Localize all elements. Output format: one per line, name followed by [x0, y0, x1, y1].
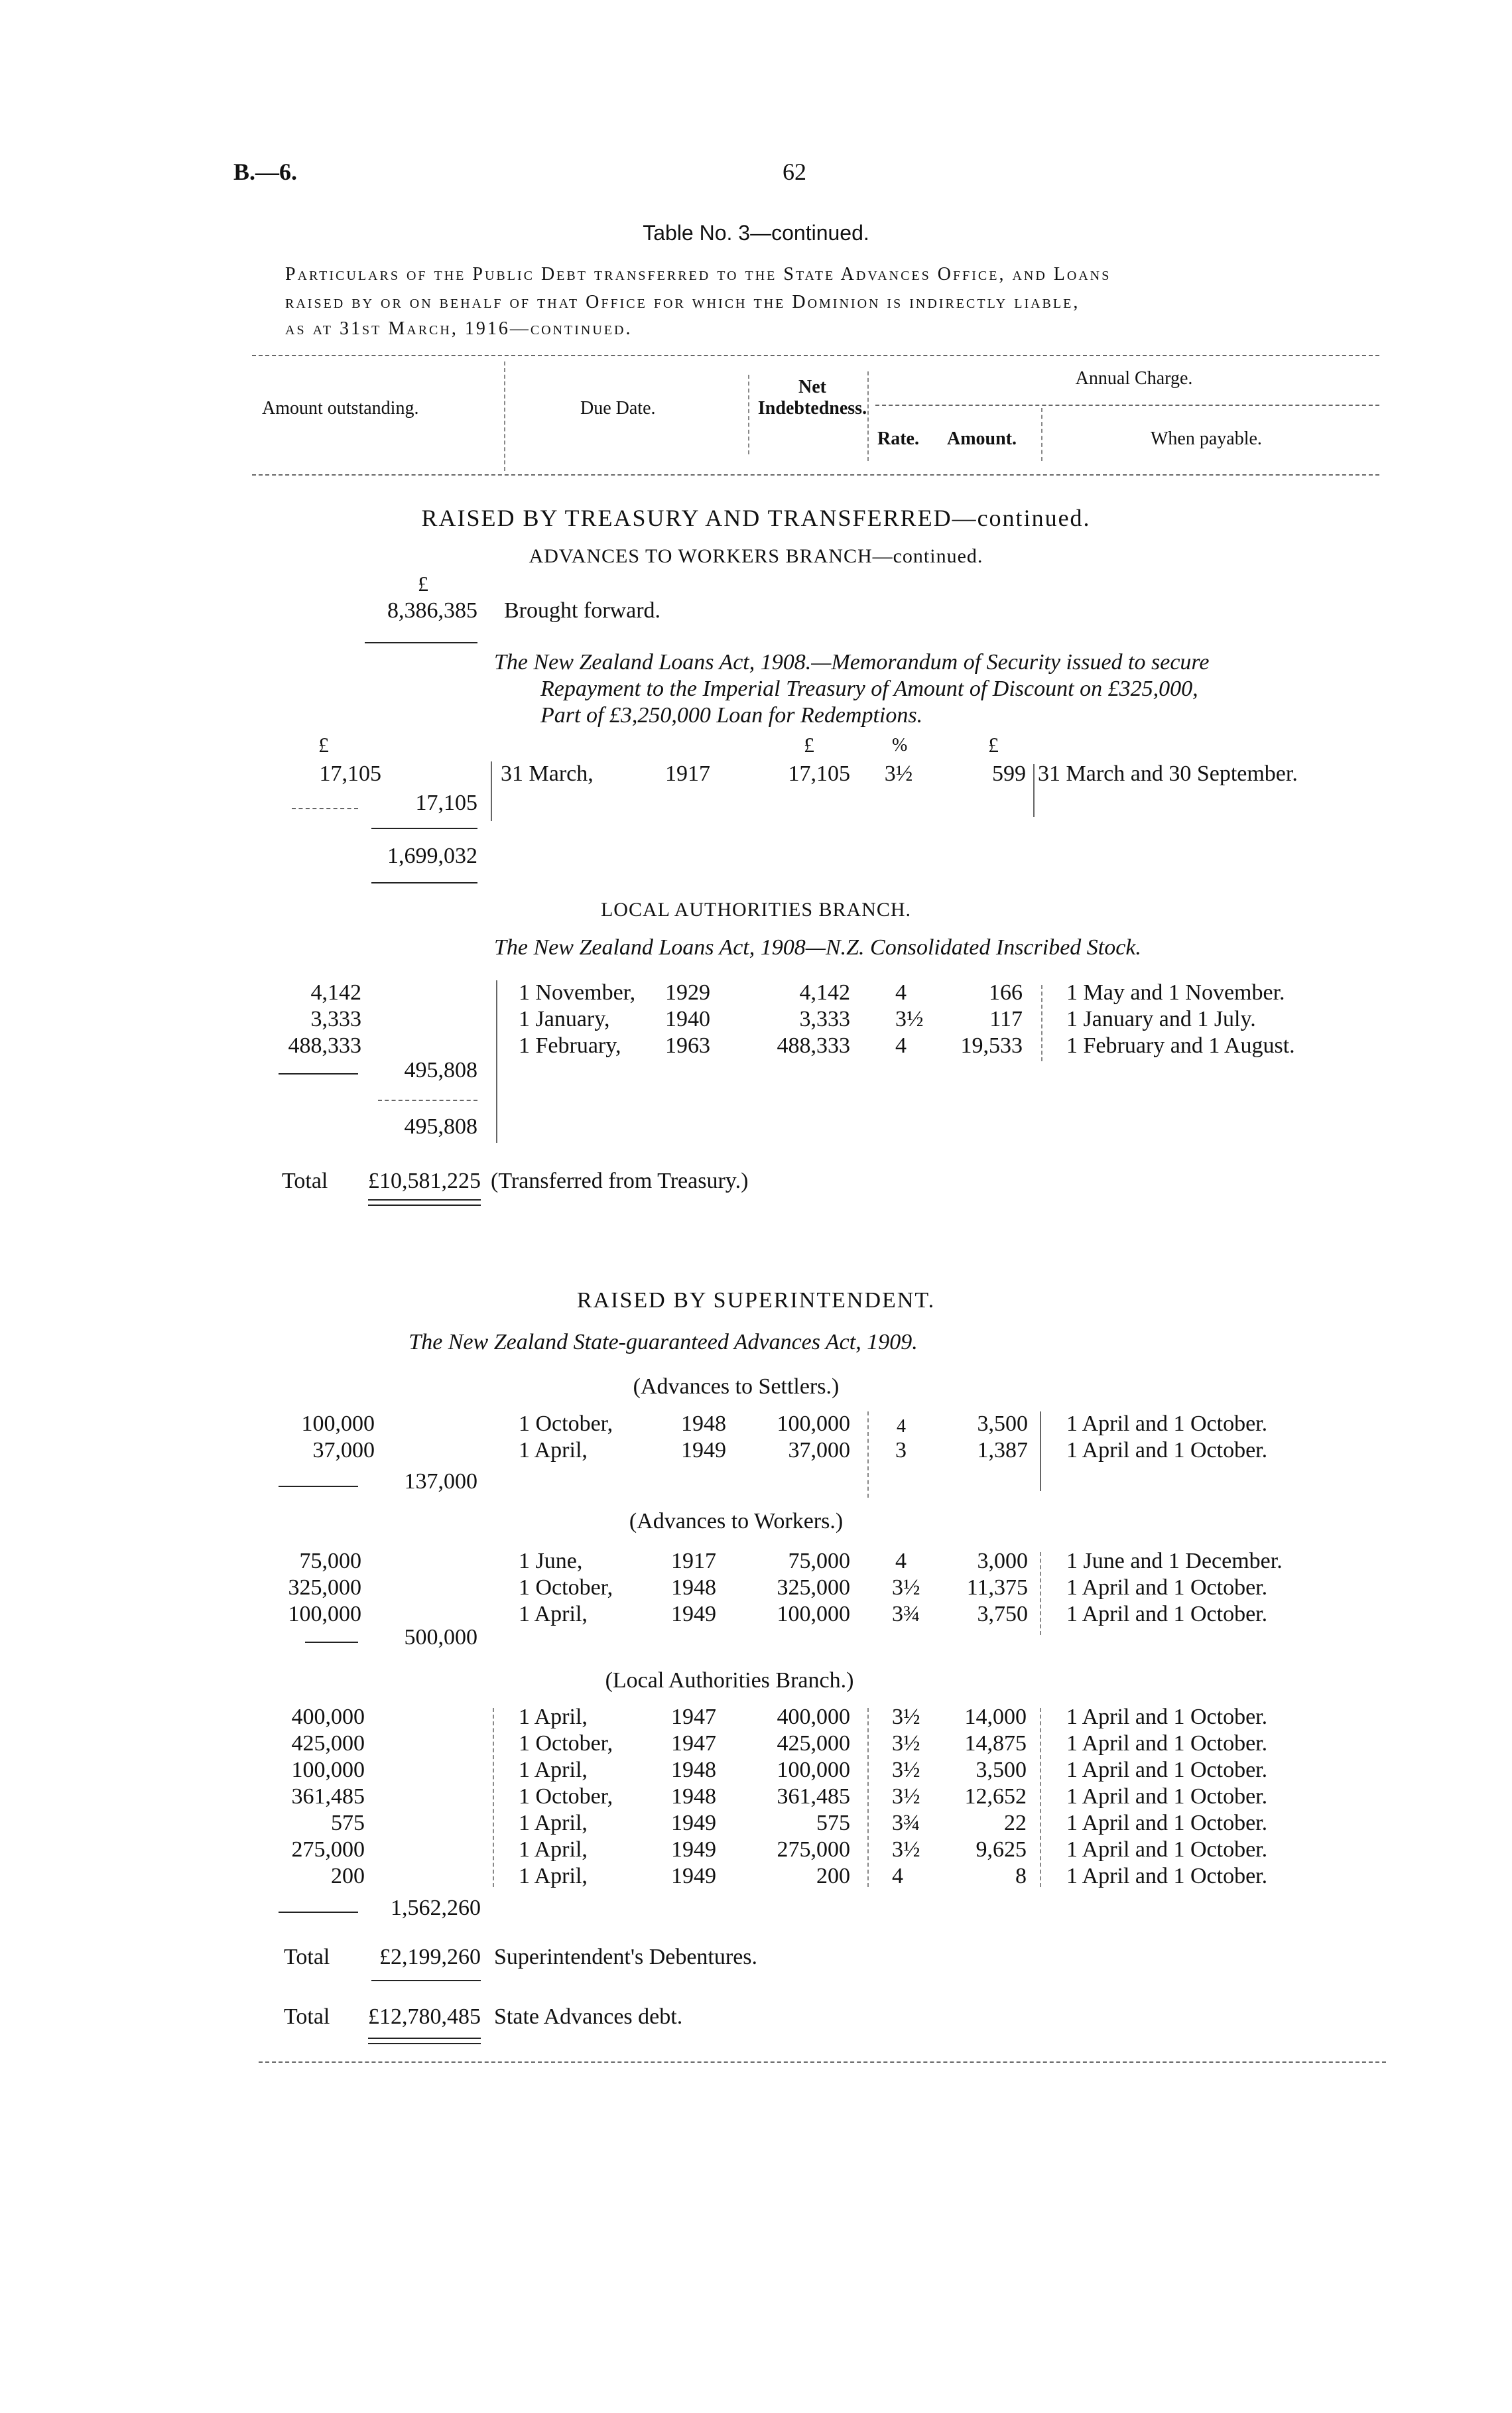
rule	[371, 1980, 481, 1981]
due-year: 1949	[671, 1811, 716, 1835]
charge-amount: 11,375	[966, 1575, 1028, 1600]
due-day: 1 October,	[519, 1784, 613, 1809]
due-year: 1949	[671, 1602, 716, 1626]
due-day: 1 November,	[519, 980, 636, 1005]
due-year: 1929	[665, 980, 710, 1005]
due-year: 1940	[665, 1007, 710, 1031]
workers-heading: (Advances to Workers.)	[629, 1509, 844, 1533]
when-payable: 1 April and 1 October.	[1066, 1758, 1268, 1782]
due-day: 1 April,	[519, 1438, 588, 1463]
rate: 3½	[892, 1731, 920, 1756]
total-note: State Advances debt.	[494, 2004, 683, 2029]
charge-amount: 3,750	[977, 1602, 1028, 1626]
amount-outstanding: 575	[331, 1811, 365, 1835]
amount-outstanding: 4,142	[310, 980, 361, 1005]
col-amount: Amount.	[947, 428, 1017, 449]
due-year: 1949	[681, 1438, 726, 1463]
rate: 4	[892, 1864, 903, 1888]
rate: 3½	[895, 1007, 924, 1031]
charge-amount: 22	[1004, 1811, 1027, 1835]
dash-rule	[279, 1912, 358, 1913]
due-year: 1917	[665, 761, 710, 786]
double-rule	[368, 1205, 481, 1206]
rate: 4	[895, 1549, 907, 1573]
amount-outstanding: 200	[331, 1864, 365, 1888]
total-label: Total	[284, 1945, 330, 1969]
charge-amount: 1,387	[977, 1438, 1028, 1463]
column-rule	[1040, 1708, 1041, 1887]
rate: 4	[895, 1033, 907, 1058]
act-text-line-3: Part of £3,250,000 Loan for Redemptions.	[540, 703, 923, 728]
amount-outstanding: 325,000	[288, 1575, 361, 1600]
bottom-rule	[259, 2061, 1386, 2063]
when-payable: 1 April and 1 October.	[1066, 1575, 1268, 1600]
rule	[371, 828, 477, 829]
due-day: 1 October,	[519, 1575, 613, 1600]
total-note: Superintendent's Debentures.	[494, 1945, 758, 1969]
amount-outstanding: 488,333	[288, 1033, 361, 1058]
brought-forward-label: Brought forward.	[504, 598, 661, 623]
rate: 3½	[892, 1705, 920, 1729]
charge-amount: 19,533	[960, 1033, 1023, 1058]
net-indebtedness: 361,485	[777, 1784, 850, 1809]
header-divider	[867, 371, 869, 461]
total-note: (Transferred from Treasury.)	[491, 1169, 749, 1193]
net-indebtedness: 275,000	[777, 1837, 850, 1862]
charge-amount: 117	[989, 1007, 1023, 1031]
rate: 3½	[884, 761, 913, 786]
rate: 4	[897, 1416, 906, 1437]
net-indebtedness: 400,000	[777, 1705, 850, 1729]
amount-outstanding: 100,000	[288, 1602, 361, 1626]
due-year: 1963	[665, 1033, 710, 1058]
due-year: 1917	[671, 1549, 716, 1573]
brought-forward-amount: 8,386,385	[387, 598, 477, 623]
when-payable: 1 April and 1 October.	[1066, 1731, 1268, 1756]
when-payable: 1 January and 1 July.	[1066, 1007, 1256, 1031]
when-payable: 1 February and 1 August.	[1066, 1033, 1295, 1058]
net-indebtedness: 200	[816, 1864, 850, 1888]
rate: 3½	[892, 1758, 920, 1782]
amount-outstanding: 37,000	[312, 1438, 375, 1463]
due-day: 31 March,	[501, 761, 594, 786]
column-rule	[491, 761, 492, 821]
charge-amount: 8	[1015, 1864, 1027, 1888]
column-rule	[867, 1411, 869, 1498]
dash-rule	[292, 808, 358, 809]
rule	[378, 1100, 477, 1101]
amount-outstanding: 3,333	[310, 1007, 361, 1031]
subtitle-line-3: as at 31st March, 1916—continued.	[285, 318, 633, 339]
net-indebtedness: 100,000	[777, 1602, 850, 1626]
rate: 3¾	[892, 1602, 920, 1626]
charge-amount: 599	[992, 761, 1026, 786]
charge-amount: 12,652	[964, 1784, 1027, 1809]
when-payable: 1 April and 1 October.	[1066, 1811, 1268, 1835]
due-year: 1948	[671, 1575, 716, 1600]
column-rule	[1033, 764, 1035, 817]
when-payable: 1 April and 1 October.	[1066, 1784, 1268, 1809]
due-year: 1947	[671, 1731, 716, 1756]
pound-sign: £	[988, 733, 999, 757]
subtitle-line-2: raised by or on behalf of that Office for which the Dominion is indirectly liable,	[285, 292, 1080, 312]
due-year: 1949	[671, 1864, 716, 1888]
column-rule	[1040, 1552, 1041, 1635]
col-due-date: Due Date.	[580, 398, 656, 419]
charge-amount: 9,625	[976, 1837, 1027, 1862]
col-annual-charge: Annual Charge.	[1075, 368, 1193, 389]
local-authorities-heading: (Local Authorities Branch.)	[605, 1668, 854, 1693]
amount-outstanding: 425,000	[291, 1731, 365, 1756]
net-indebtedness: 37,000	[788, 1438, 850, 1463]
due-day: 1 January,	[519, 1007, 610, 1031]
amount-outstanding: 275,000	[291, 1837, 365, 1862]
net-indebtedness: 425,000	[777, 1731, 850, 1756]
when-payable: 1 April and 1 October.	[1066, 1411, 1268, 1436]
settlers-heading: (Advances to Settlers.)	[633, 1374, 840, 1399]
col-when-payable: When payable.	[1151, 428, 1262, 449]
due-day: 1 April,	[519, 1705, 588, 1729]
pound-sign: £	[318, 733, 329, 757]
when-payable: 1 April and 1 October.	[1066, 1705, 1268, 1729]
col-amount-outstanding: Amount outstanding.	[262, 398, 419, 419]
col-net-indebtedness: Net Indebtedness.	[757, 377, 867, 419]
rate: 3½	[892, 1575, 920, 1600]
net-indebtedness: 75,000	[788, 1549, 850, 1573]
charge-amount: 14,875	[964, 1731, 1027, 1756]
when-payable: 1 April and 1 October.	[1066, 1864, 1268, 1888]
subtotal-amount: 1,699,032	[387, 844, 477, 868]
charge-amount: 3,500	[977, 1411, 1028, 1436]
due-year: 1948	[681, 1411, 726, 1436]
when-payable: 1 April and 1 October.	[1066, 1438, 1268, 1463]
net-indebtedness: 17,105	[788, 761, 850, 786]
column-rule	[867, 1708, 869, 1887]
amount-outstanding: 100,000	[301, 1411, 375, 1436]
percent-sign: %	[892, 735, 908, 755]
subtotal-amount: 137,000	[404, 1469, 477, 1494]
due-day: 1 October,	[519, 1411, 613, 1436]
total-amount: £10,581,225	[368, 1169, 481, 1193]
when-payable: 1 April and 1 October.	[1066, 1602, 1268, 1626]
net-indebtedness: 488,333	[777, 1033, 850, 1058]
column-rule	[493, 1708, 494, 1887]
net-indebtedness: 100,000	[777, 1411, 850, 1436]
column-rule	[1040, 1411, 1041, 1491]
amount-outstanding: 400,000	[291, 1705, 365, 1729]
amount-outstanding: 75,000	[299, 1549, 361, 1573]
section-title-treasury: RAISED BY TREASURY AND TRANSFERRED—continued.	[421, 505, 1091, 531]
due-day: 1 April,	[519, 1837, 588, 1862]
dash-rule	[305, 1642, 358, 1643]
when-payable: 1 May and 1 November.	[1066, 980, 1285, 1005]
charge-amount: 166	[989, 980, 1023, 1005]
local-act-text: The New Zealand Loans Act, 1908—N.Z. Consolidated Inscribed Stock.	[494, 935, 1141, 960]
subtotal-amount: 500,000	[404, 1625, 477, 1650]
subtotal-amount: 495,808	[404, 1058, 477, 1082]
act-text-line-2: Repayment to the Imperial Treasury of Amount of Discount on £325,000,	[540, 677, 1198, 701]
net-indebtedness: 325,000	[777, 1575, 850, 1600]
rate: 3	[895, 1438, 907, 1463]
double-rule	[368, 1199, 481, 1201]
subtotal-amount: 17,105	[415, 791, 477, 815]
header-bottom-rule	[252, 474, 1379, 476]
when-payable: 1 June and 1 December.	[1066, 1549, 1283, 1573]
rate: 3¾	[892, 1811, 920, 1835]
annual-charge-rule	[875, 405, 1379, 406]
due-day: 1 April,	[519, 1864, 588, 1888]
due-day: 1 October,	[519, 1731, 613, 1756]
page-number: 62	[783, 159, 806, 185]
net-indebtedness: 575	[816, 1811, 850, 1835]
subtotal-amount: 1,562,260	[391, 1896, 481, 1920]
act-text-line-1: The New Zealand Loans Act, 1908.—Memorandum of Security issued to secure	[494, 650, 1210, 675]
header-top-rule	[252, 355, 1379, 356]
superintendent-act-text: The New Zealand State-guaranteed Advances Act, 1909.	[409, 1330, 918, 1354]
double-rule	[368, 2043, 481, 2044]
table-title: Table No. 3—continued.	[643, 221, 869, 245]
net-indebtedness: 4,142	[799, 980, 850, 1005]
pound-sign: £	[418, 572, 428, 596]
amount-outstanding: 361,485	[291, 1784, 365, 1809]
total-label: Total	[282, 1169, 328, 1193]
when-payable: 31 March and 30 September.	[1038, 761, 1298, 786]
total-label: Total	[284, 2004, 330, 2029]
section-title-superintendent: RAISED BY SUPERINTENDENT.	[576, 1288, 936, 1313]
due-year: 1948	[671, 1758, 716, 1782]
charge-amount: 3,500	[976, 1758, 1027, 1782]
due-year: 1949	[671, 1837, 716, 1862]
due-day: 1 February,	[519, 1033, 621, 1058]
workers-branch-heading: ADVANCES TO WORKERS BRANCH—continued.	[529, 545, 983, 567]
dash-rule	[279, 1073, 358, 1075]
due-day: 1 April,	[519, 1811, 588, 1835]
col-rate: Rate.	[877, 428, 919, 449]
header-divider	[1041, 408, 1042, 461]
header-divider	[504, 361, 505, 471]
subtitle-line-1: Particulars of the Public Debt transferred to the State Advances Office, and Loans	[285, 264, 1111, 285]
amount-outstanding: 17,105	[319, 761, 381, 786]
dash-rule	[279, 1486, 358, 1487]
column-rule	[1041, 985, 1042, 1061]
when-payable: 1 April and 1 October.	[1066, 1837, 1268, 1862]
rule	[371, 882, 477, 883]
net-indebtedness: 100,000	[777, 1758, 850, 1782]
charge-amount: 14,000	[964, 1705, 1027, 1729]
due-day: 1 June,	[519, 1549, 583, 1573]
local-authorities-heading: LOCAL AUTHORITIES BRANCH.	[600, 899, 912, 921]
rate: 3½	[892, 1784, 920, 1809]
column-rule	[496, 980, 497, 1143]
document-id: B.—6.	[233, 159, 298, 185]
total-amount: £2,199,260	[379, 1945, 481, 1969]
double-rule	[368, 2038, 481, 2039]
rate: 4	[895, 980, 907, 1005]
rate: 3½	[892, 1837, 920, 1862]
amount-outstanding: 100,000	[291, 1758, 365, 1782]
net-indebtedness: 3,333	[799, 1007, 850, 1031]
due-year: 1947	[671, 1705, 716, 1729]
charge-amount: 3,000	[977, 1549, 1028, 1573]
total-amount: £12,780,485	[368, 2004, 481, 2029]
subtotal-amount: 495,808	[404, 1114, 477, 1139]
due-year: 1948	[671, 1784, 716, 1809]
pound-sign: £	[804, 733, 814, 757]
rule	[365, 642, 477, 643]
due-day: 1 April,	[519, 1602, 588, 1626]
due-day: 1 April,	[519, 1758, 588, 1782]
